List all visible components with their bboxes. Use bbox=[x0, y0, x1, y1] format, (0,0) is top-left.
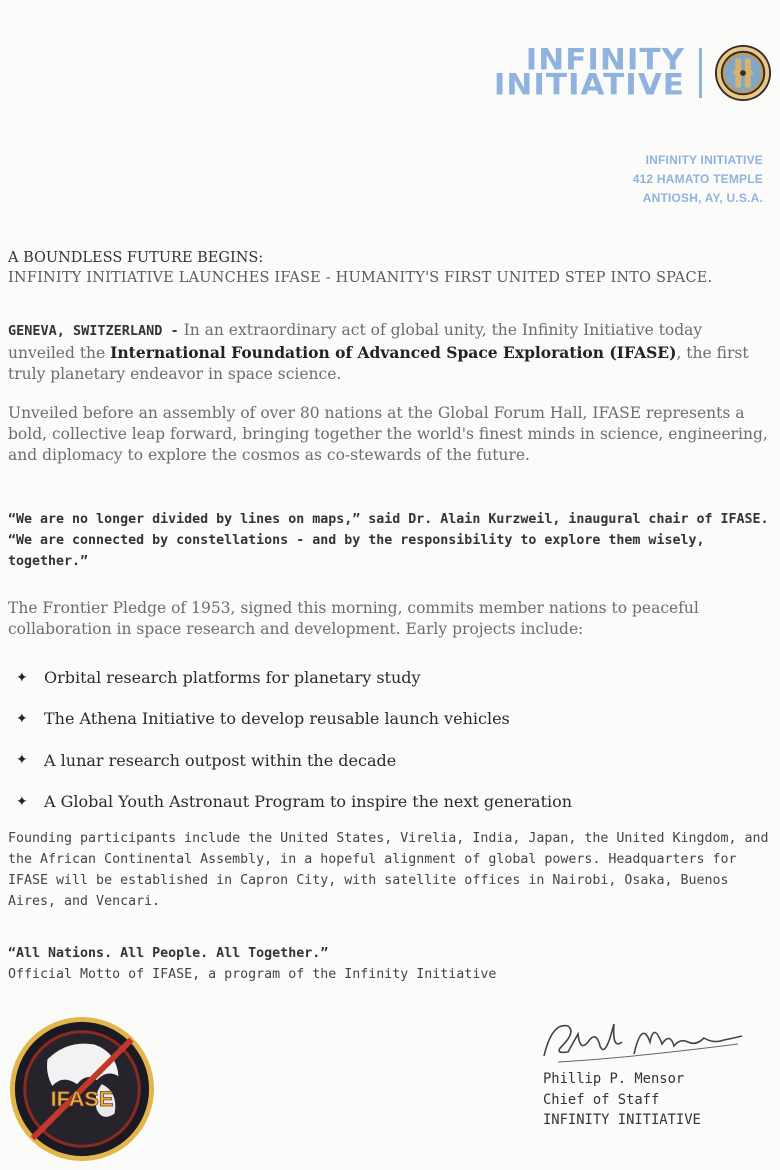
signer-name: Phillip P. Mensor bbox=[543, 1071, 685, 1087]
intro-text-b: , the first truly planetary endeavor in space science. bbox=[8, 344, 749, 383]
chair-quote: “We are no longer divided by lines on maps,” said Dr. Alain Kurzweil, inaugural chair of IFASE. “We are connected by constellations - and by the responsibility to explore them wisely, together.” bbox=[8, 512, 769, 569]
dateline: GENEVA, SWITZERLAND - bbox=[8, 323, 179, 339]
four-point-star-icon: ✦ bbox=[16, 710, 28, 727]
four-point-star-icon: ✦ bbox=[16, 793, 28, 810]
header-logo bbox=[494, 44, 772, 102]
four-point-star-icon: ✦ bbox=[16, 669, 28, 686]
ifase-full-name: International Foundation of Advanced Space Exploration (IFASE) bbox=[110, 343, 677, 362]
signature-block bbox=[543, 1069, 701, 1131]
ifase-seal-icon bbox=[8, 1015, 156, 1163]
signer-org: INFINITY INITIATIVE bbox=[543, 1112, 701, 1128]
return-address bbox=[633, 151, 763, 208]
list-item-text: The Athena Initiative to develop reusable launch vehicles bbox=[44, 709, 510, 729]
list-item-text: A lunar research outpost within the decade bbox=[44, 750, 397, 770]
logo-line-1: INFINITY bbox=[525, 42, 685, 78]
paragraph-participants: Founding participants include the United States, Virelia, India, Japan, the United Kingdom, and the African Continental Assembly, in a hopeful alignment of global powers. Headquarters for IFASE will be established in Capron City, with satellite offices in Nairobi, Osaka, Buenos Aires, and Vencari. bbox=[8, 831, 769, 909]
list-item bbox=[8, 698, 772, 739]
motto-caption: Official Motto of IFASE, a program of the Infinity Initiative bbox=[8, 967, 497, 982]
projects-list bbox=[8, 657, 772, 822]
logo-line-2: INITIATIVE bbox=[493, 67, 685, 103]
seal-text: IFASE bbox=[50, 1085, 114, 1111]
intro-text-a: In an extraordinary act of global unity, the Infinity Initiative today unveiled the bbox=[8, 321, 703, 362]
address-line-1: INFINITY INITIATIVE bbox=[645, 153, 763, 167]
infinity-emblem-icon bbox=[714, 44, 772, 102]
headline-line-1: A BOUNDLESS FUTURE BEGINS: bbox=[8, 250, 264, 266]
list-item-text: A Global Youth Astronaut Program to inspire the next generation bbox=[44, 792, 573, 812]
list-item-text: Orbital research platforms for planetary study bbox=[44, 668, 421, 688]
paragraph-assembly: Unveiled before an assembly of over 80 nations at the Global Forum Hall, IFASE represents a bold, collective leap forward, bringing together the world's finest minds in science, engineering, and diplomacy to explore the cosmos as co-stewards of the future. bbox=[8, 404, 768, 464]
headline-line-2: INFINITY INITIATIVE LAUNCHES IFASE - HUMANITY'S FIRST UNITED STEP INTO SPACE. bbox=[8, 270, 713, 286]
motto: “All Nations. All People. All Together.” bbox=[8, 946, 329, 961]
list-item bbox=[8, 740, 772, 781]
address-line-3: ANTIOSH, AY, U.S.A. bbox=[642, 191, 763, 205]
signer-title: Chief of Staff bbox=[543, 1091, 660, 1108]
four-point-star-icon: ✦ bbox=[16, 752, 28, 769]
logo-wordmark bbox=[493, 42, 685, 103]
press-headline bbox=[8, 248, 712, 288]
paragraph-pledge: The Frontier Pledge of 1953, signed this morning, commits member nations to peaceful collaboration in space research and development. Early projects include: bbox=[8, 599, 699, 638]
list-item bbox=[8, 781, 772, 822]
handwritten-signature bbox=[538, 1012, 748, 1072]
logo-divider bbox=[699, 48, 702, 98]
paragraph-intro bbox=[8, 320, 772, 385]
address-line-2: 412 HAMATO TEMPLE bbox=[632, 172, 763, 186]
list-item bbox=[8, 657, 772, 698]
